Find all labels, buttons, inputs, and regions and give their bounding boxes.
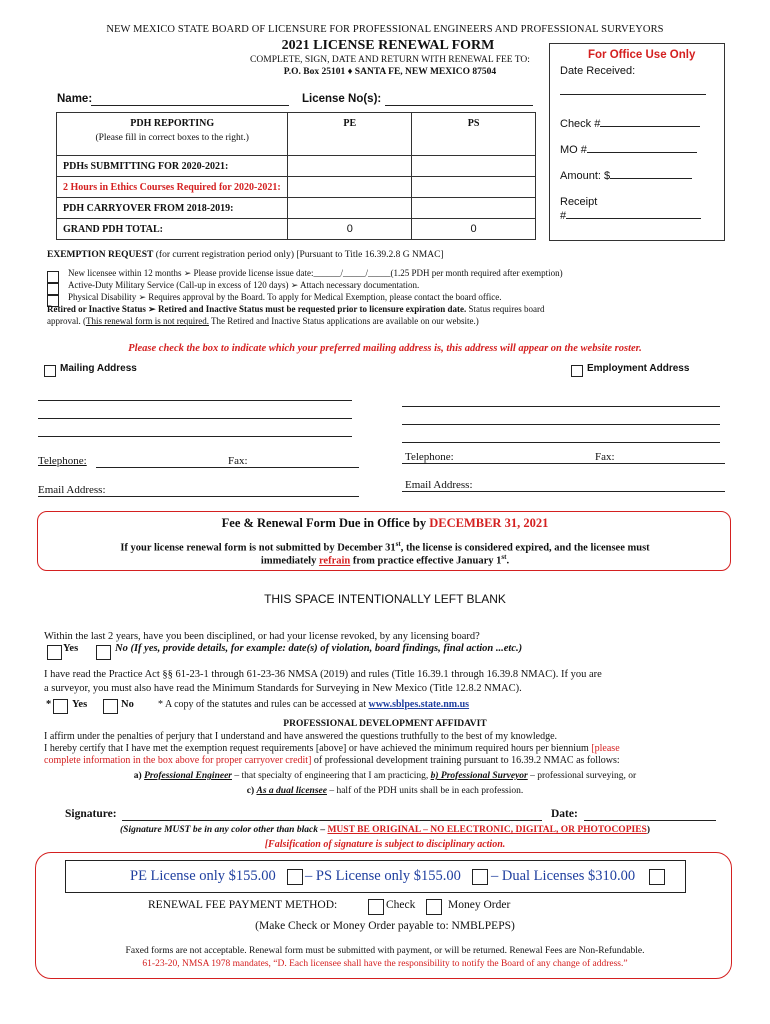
- approval-rest: The Retired and Inactive Status applications are available on our website.): [208, 316, 479, 326]
- license-numbers-label: License No(s):: [302, 93, 382, 105]
- due-line1-a: If your license renewal form is not submitted by December 31: [120, 542, 396, 554]
- mailing-telephone-label: Telephone:: [38, 455, 87, 467]
- mo-number-label: MO #: [560, 144, 697, 156]
- statute-address-note: 61-23-20, NMSA 1978 mandates, “D. Each licensee shall have the responsibility to notify the Board of any change of address.”: [142, 959, 628, 969]
- date-received-label: Date Received:: [560, 65, 636, 77]
- exemption-heading: [47, 250, 444, 260]
- practice-act-yes-label: Yes: [72, 699, 88, 710]
- ethics-ps-input[interactable]: [412, 177, 536, 198]
- date-field[interactable]: [584, 820, 716, 821]
- approval-prefix: approval. (: [47, 316, 86, 326]
- blank-space-notice: THIS SPACE INTENTIONALLY LEFT BLANK: [264, 592, 506, 606]
- affidavit-line-1: I affirm under the penalties of perjury that I understand and have answered the questions truthfully to the best of my knowledge.: [44, 731, 558, 742]
- pe-license-checkbox[interactable]: [287, 868, 303, 886]
- employment-address-checkbox[interactable]: [571, 362, 583, 380]
- carryover-label: PDH CARRYOVER FROM 2018-2019:: [57, 198, 288, 219]
- website-link[interactable]: www.sblpes.state.nm.us: [368, 699, 470, 710]
- submitting-ps-input[interactable]: [412, 156, 536, 177]
- receipt-label: Receipt: [560, 196, 598, 208]
- practice-act-star: *: [46, 699, 52, 710]
- retired-status-text: [47, 304, 545, 315]
- discipline-no-label: No (If yes, provide details, for example: date(s) of violation, board findings, final action ...etc.): [115, 643, 523, 654]
- practice-act-line-2: a surveyor, you must also have read the Minimum Standards for Surveying in New Mexico (Title 12.8.2 NMAC).: [44, 683, 522, 694]
- option-c-label: c): [246, 786, 257, 796]
- signature-label: Signature:: [65, 808, 117, 820]
- exemption-heading-bold: EXEMPTION REQUEST: [47, 250, 154, 260]
- pdh-reporting-header: PDH REPORTING: [57, 113, 288, 134]
- due-line2-sup: st: [501, 553, 507, 561]
- employment-telephone-line[interactable]: [402, 463, 725, 464]
- payable-note: (Make Check or Money Order payable to: NMBLPEPS): [255, 920, 515, 932]
- office-use-box: [549, 43, 725, 241]
- pdh-note-row: [57, 133, 536, 156]
- affidavit-line3-red: complete information in the box above for proper carryover credit]: [44, 755, 312, 766]
- due-line2-a: immediately: [260, 555, 319, 567]
- refrain-word: refrain: [318, 555, 351, 567]
- ethics-pe-input[interactable]: [288, 177, 412, 198]
- signature-note: [0, 825, 770, 835]
- form-title: 2021 LICENSE RENEWAL FORM: [281, 38, 495, 53]
- due-line2-b: from practice effective January 1: [350, 555, 502, 567]
- approval-not-required: This renewal form is not required.: [85, 316, 209, 326]
- grand-total-label: GRAND PDH TOTAL:: [57, 219, 288, 240]
- grand-total-pe: 0: [288, 219, 412, 240]
- carryover-ps-input[interactable]: [412, 198, 536, 219]
- mailing-address-label: Mailing Address: [60, 363, 137, 374]
- employment-fax-label: Fax:: [595, 451, 615, 463]
- payment-check-checkbox[interactable]: [368, 898, 384, 916]
- falsification-warning: [Falsification of signature is subject to disciplinary action.: [264, 839, 506, 850]
- ps-license-checkbox[interactable]: [472, 868, 488, 886]
- mailing-line-1[interactable]: [38, 400, 352, 401]
- affidavit-option-a-b: [0, 771, 770, 781]
- due-line1-sup: st: [395, 540, 401, 548]
- office-use-title: For Office Use Only: [588, 49, 696, 61]
- agency-title: NEW MEXICO STATE BOARD OF LICENSURE FOR PROFESSIONAL ENGINEERS AND PROFESSIONAL SURVEYORS: [106, 24, 664, 35]
- signature-field[interactable]: [122, 820, 542, 821]
- employment-telephone-label: Telephone:: [405, 451, 454, 463]
- exemption-disability-text: Physical Disability ➢ Requires approval by the Board. To apply for Medical Exemption, please contact the board office.: [68, 292, 502, 302]
- option-a-engineer: Professional Engineer: [144, 771, 232, 781]
- name-field[interactable]: [91, 105, 289, 106]
- pdh-header-row: [57, 113, 536, 134]
- option-b-surveyor: b) Professional Surveyor: [430, 771, 528, 781]
- exemption-heading-rest: (for current registration period only) [Pursuant to Title 16.39.2.8 G NMAC]: [153, 250, 444, 260]
- signature-note-end: ): [646, 825, 650, 835]
- affidavit-line-2: [44, 743, 620, 754]
- practice-act-no-checkbox[interactable]: [103, 697, 118, 715]
- pe-note-cell: [288, 133, 412, 156]
- discipline-yes-label: Yes: [63, 643, 79, 654]
- pdh-submitting-row: [57, 156, 536, 177]
- option-a-label: a): [133, 771, 145, 781]
- mailing-email-line[interactable]: [38, 496, 359, 497]
- payment-money-order-checkbox[interactable]: [426, 898, 442, 916]
- name-label: Name:: [57, 93, 93, 105]
- affidavit-option-c: [0, 786, 770, 796]
- submitting-label: PDHs SUBMITTING FOR 2020-2021:: [57, 156, 288, 177]
- retired-status-bold: Retired or Inactive Status ➢ Retired and Inactive Status must be requested prior to licensure expiration date.: [47, 304, 467, 314]
- pdh-carryover-row: [57, 198, 536, 219]
- statute-copy-note: [158, 699, 469, 710]
- fill-note: (Please fill in correct boxes to the right.): [57, 133, 288, 156]
- mailing-address-checkbox[interactable]: [44, 362, 56, 380]
- option-b-rest: – professional surveying, or: [527, 771, 637, 781]
- due-line2-end: .: [506, 555, 510, 567]
- due-line1-b: , the license is considered expired, and the licensee must: [400, 542, 650, 554]
- practice-act-yes-checkbox[interactable]: [53, 697, 68, 715]
- receipt-number: #: [560, 210, 701, 222]
- payment-method-label: RENEWAL FEE PAYMENT METHOD:: [148, 899, 338, 911]
- ethics-label: 2 Hours in Ethics Courses Required for 2020-2021:: [57, 177, 288, 198]
- mailing-line-3[interactable]: [38, 436, 352, 437]
- dual-license-checkbox[interactable]: [649, 868, 665, 886]
- payment-money-order-label: Money Order: [448, 899, 511, 911]
- pe-column-header: PE: [288, 113, 412, 134]
- mailing-email-label: Email Address:: [38, 484, 106, 496]
- due-date-title: [0, 516, 770, 531]
- mailing-line-2[interactable]: [38, 418, 352, 419]
- check-number-label: Check #: [560, 118, 700, 130]
- mailing-telephone-line[interactable]: [96, 467, 359, 468]
- option-c-rest: – half of the PDH units shall be in each profession.: [326, 786, 524, 796]
- statute-copy-text: * A copy of the statutes and rules can be accessed at: [158, 699, 369, 710]
- employment-email-line[interactable]: [402, 491, 725, 492]
- employment-address-label: Employment Address: [587, 363, 690, 374]
- grand-total-ps: 0: [412, 219, 536, 240]
- carryover-pe-input[interactable]: [288, 198, 412, 219]
- license-numbers-field[interactable]: [385, 105, 533, 106]
- fax-not-accepted-note: Faxed forms are not acceptable. Renewal form must be submitted with payment, or will be returned. Renewal Fees are Non-Refundable.: [125, 946, 645, 956]
- employment-email-label: Email Address:: [405, 479, 473, 491]
- due-title-prefix: Fee & Renewal Form Due in Office by: [221, 516, 430, 530]
- exemption-new-licensee-text: New licensee within 12 months ➢ Please provide license issue date:______/_____/_____(1.25 PDH per month required after exemption): [68, 268, 563, 278]
- retired-approval-text: [47, 316, 479, 326]
- pe-license-fee: PE License only $155.00: [130, 868, 276, 884]
- retired-status-rest: Status requires board: [466, 304, 545, 314]
- signature-note-text: (Signature MUST be in any color other than black –: [120, 825, 328, 835]
- affidavit-line3-text: of professional development training pursuant to 16.39.2 NMAC as follows:: [311, 755, 620, 766]
- exemption-military-text: Active-Duty Military Service (Call-up in excess of 120 days) ➢ Attach necessary documentation.: [68, 280, 420, 290]
- date-label: Date:: [551, 808, 578, 820]
- option-a-rest: – that specialty of engineering that I am practicing,: [231, 771, 431, 781]
- option-c-dual: As a dual licensee: [256, 786, 327, 796]
- affidavit-title: PROFESSIONAL DEVELOPMENT AFFIDAVIT: [283, 719, 487, 729]
- submitting-pe-input[interactable]: [288, 156, 412, 177]
- mailing-preference-notice: Please check the box to indicate which your preferred mailing address is, this address will appear on the website roster.: [128, 343, 642, 354]
- practice-act-no-label: No: [121, 699, 134, 710]
- due-title-date: DECEMBER 31, 2021: [429, 516, 549, 530]
- discipline-no-checkbox[interactable]: [96, 643, 111, 661]
- pdh-ethics-row: [57, 177, 536, 198]
- affidavit-line2-text: I hereby certify that I have met the exemption request requirements [above] or have achieved the minimum required hours per biennium: [44, 743, 592, 754]
- discipline-yes-checkbox[interactable]: [47, 643, 62, 661]
- payment-check-label: Check: [386, 899, 416, 911]
- mailing-address: P.O. Box 25101 ♦ SANTA FE, NEW MEXICO 87504: [283, 67, 497, 77]
- employment-line-3[interactable]: [402, 442, 720, 443]
- practice-act-line-1: I have read the Practice Act §§ 61-23-1 through 61-23-36 NMSA (2019) and rules (Title 16.39.1 through 16.39.8 NMAC). If you are: [44, 669, 602, 680]
- ps-column-header: PS: [412, 113, 536, 134]
- amount-label: Amount: $: [560, 170, 692, 182]
- affidavit-line-3: [44, 755, 620, 766]
- due-warning-line-2: [0, 553, 770, 567]
- dual-license-fee: – Dual Licenses $310.00: [491, 868, 636, 884]
- discipline-question: Within the last 2 years, have you been disciplined, or had your license revoked, by any licensing board?: [44, 631, 480, 642]
- date-received-line: [560, 94, 706, 95]
- ps-license-fee: – PS License only $155.00: [305, 868, 461, 884]
- pdh-total-row: [57, 219, 536, 240]
- ps-note-cell: [412, 133, 536, 156]
- pdh-table: [56, 112, 536, 240]
- employment-line-2[interactable]: [402, 424, 720, 425]
- mailing-fax-label: Fax:: [228, 455, 248, 467]
- return-instructions: COMPLETE, SIGN, DATE AND RETURN WITH RENEWAL FEE TO:: [250, 55, 530, 65]
- due-warning-line-1: [0, 540, 770, 554]
- signature-original-warning: MUST BE ORIGINAL – NO ELECTRONIC, DIGITAL, OR PHOTOCOPIES: [327, 825, 647, 835]
- affidavit-line2-red: [please: [591, 743, 620, 754]
- employment-line-1[interactable]: [402, 406, 720, 407]
